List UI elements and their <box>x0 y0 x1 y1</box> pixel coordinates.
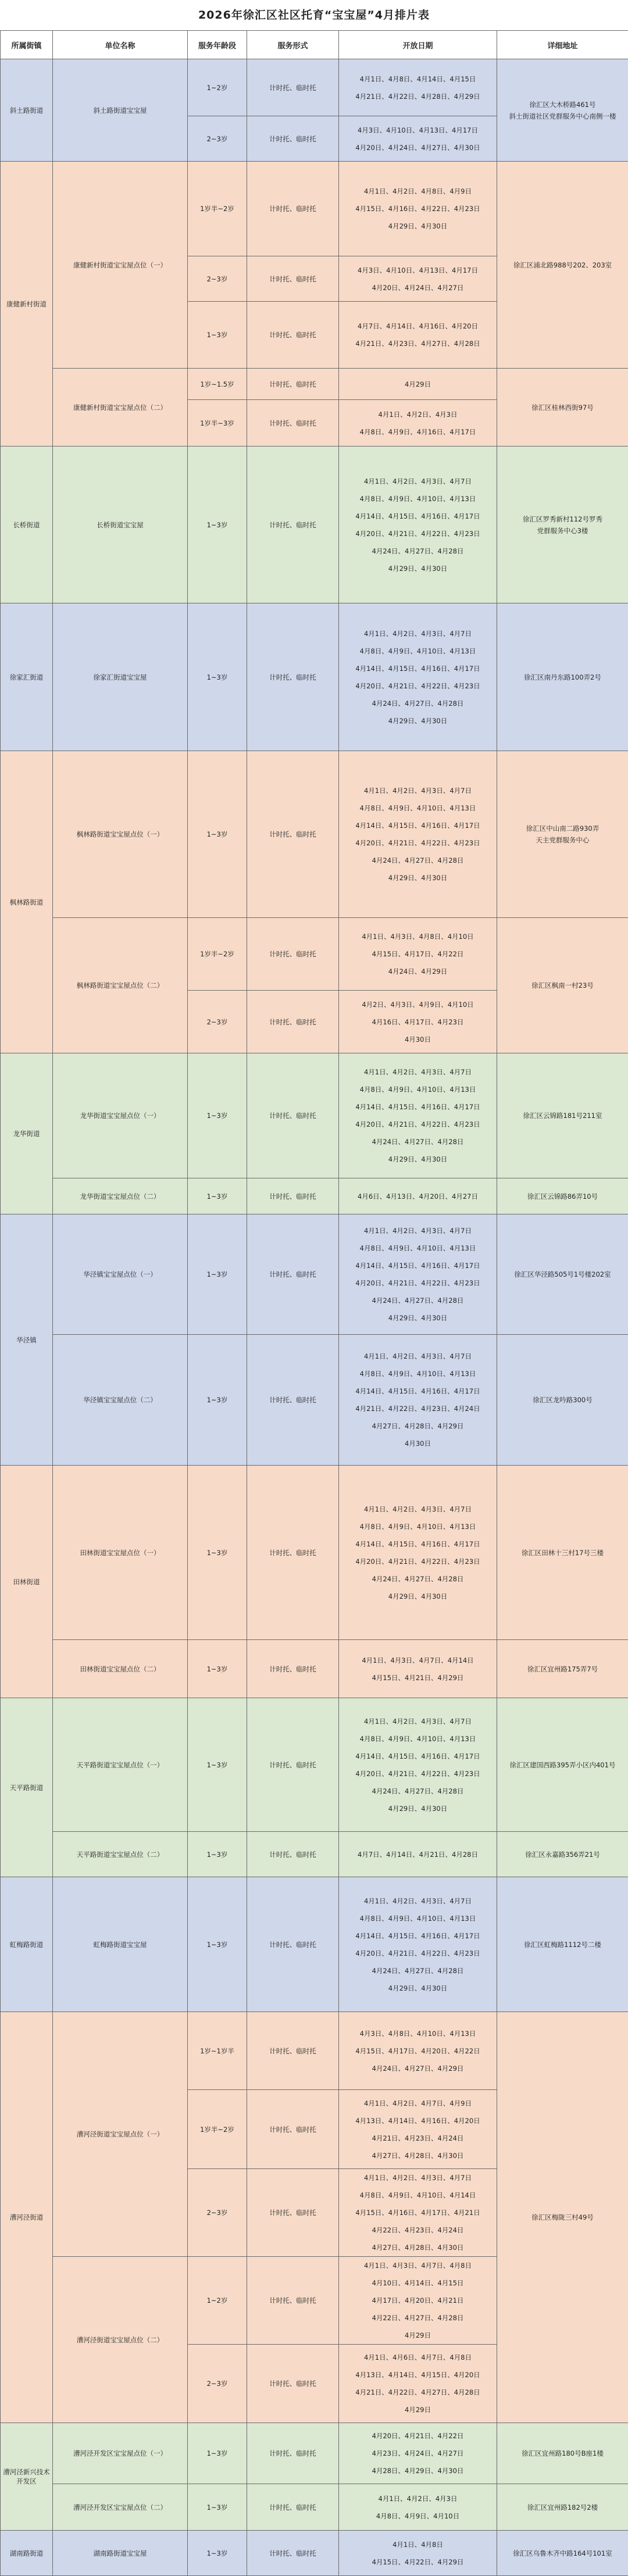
table-row <box>1 1178 628 1214</box>
unit-cell: 漕河泾街道宝宝屋点位（二） <box>53 2257 188 2423</box>
dates-cell: 4月2日、4月3日、4月9日、4月10日 4月16日、4月17日、4月23日 4月30日 <box>339 991 497 1053</box>
unit-cell: 龙华街道宝宝屋点位（二） <box>53 1178 188 1214</box>
header-dates: 开放日期 <box>339 31 497 59</box>
table-row <box>1 1640 628 1698</box>
dates-cell: 4月1日、4月2日、4月7日、4月9日 4月13日、4月14日、4月16日、4月20日 4月21日、4月23日、4月24日 4月27日、4月28日、4月30日 <box>339 2090 497 2169</box>
street-cell: 枫林路街道 <box>1 751 53 1053</box>
form-cell: 计时托、临时托 <box>247 1877 339 2012</box>
address-cell: 徐汇区虹梅路1112号二楼 <box>497 1877 628 2012</box>
page-title: 2026年徐汇区社区托育“宝宝屋”4月排片表 <box>0 0 628 30</box>
form-cell: 计时托、临时托 <box>247 603 339 751</box>
dates-cell: 4月1日、4月2日、4月3日、4月7日 4月8日、4月9日、4月10日、4月13日 4月14日、4月15日、4月16日、4月17日 4月20日、4月21日、4月22日、4月23日 4月24日、4月27日、4月28日 4月29日、4月30日 <box>339 603 497 751</box>
dates-cell: 4月1日、4月2日、4月3日、4月7日 4月8日、4月9日、4月10日、4月14日 4月15日、4月16日、4月17日、4月21日 4月22日、4月23日、4月24日 4月27日、4月28日、4月30日 <box>339 2169 497 2257</box>
unit-cell: 华泾镇宝宝屋点位（二） <box>53 1335 188 1466</box>
dates-cell: 4月1日、4月3日、4月8日、4月10日 4月15日、4月17日、4月22日 4月24日、4月29日 <box>339 918 497 991</box>
table-row <box>1 2012 628 2090</box>
unit-cell: 康健新村街道宝宝屋点位（二） <box>53 369 188 446</box>
dates-cell: 4月1日、4月2日、4月3日、4月7日 4月8日、4月9日、4月10日、4月13日 4月14日、4月15日、4月16日、4月17日 4月20日、4月21日、4月22日、4月23日 4月24日、4月27日、4月28日 4月29日、4月30日 <box>339 1466 497 1640</box>
form-cell: 计时托、临时托 <box>247 1698 339 1832</box>
dates-cell: 4月1日、4月8日 4月15日、4月22日、4月29日 <box>339 2531 497 2576</box>
age-cell: 1~3岁 <box>188 1466 247 1640</box>
form-cell: 计时托、临时托 <box>247 2484 339 2531</box>
form-cell: 计时托、临时托 <box>247 400 339 446</box>
unit-cell: 湖南路街道宝宝屋 <box>53 2531 188 2576</box>
street-cell: 长桥街道 <box>1 446 53 603</box>
address-cell: 徐汇区浦北路988号202、203室 <box>497 162 628 369</box>
form-cell: 计时托、临时托 <box>247 446 339 603</box>
address-cell: 徐汇区宜州路182号2楼 <box>497 2484 628 2531</box>
dates-cell: 4月1日、4月6日、4月7日、4月8日 4月13日、4月14日、4月15日、4月20日 4月21日、4月22日、4月27日、4月28日 4月29日 <box>339 2345 497 2423</box>
table-row <box>1 1466 628 1640</box>
unit-cell: 漕河泾街道宝宝屋点位（一） <box>53 2012 188 2257</box>
form-cell: 计时托、临时托 <box>247 256 339 302</box>
unit-cell: 龙华街道宝宝屋点位（一） <box>53 1053 188 1178</box>
street-cell: 天平路街道 <box>1 1698 53 1877</box>
table-row <box>1 162 628 256</box>
form-cell: 计时托、临时托 <box>247 991 339 1053</box>
unit-cell: 漕河泾开发区宝宝屋点位（二） <box>53 2484 188 2531</box>
age-cell: 1~2岁 <box>188 2257 247 2345</box>
address-cell: 徐汇区罗秀新村112号罗秀 党群服务中心3楼 <box>497 446 628 603</box>
street-cell: 康健新村街道 <box>1 162 53 446</box>
age-cell: 1~3岁 <box>188 2423 247 2484</box>
address-cell: 徐汇区中山南二路930弄 天主党群服务中心 <box>497 751 628 918</box>
unit-cell: 斜土路街道宝宝屋 <box>53 59 188 162</box>
age-cell: 1~3岁 <box>188 1698 247 1832</box>
address-cell: 徐汇区大木桥路461号 斜土街道社区党群服务中心南侧一楼 <box>497 59 628 162</box>
form-cell: 计时托、临时托 <box>247 1466 339 1640</box>
table-row <box>1 1053 628 1178</box>
dates-cell: 4月1日、4月2日、4月3日 4月8日、4月9日、4月16日、4月17日 <box>339 400 497 446</box>
age-cell: 1~3岁 <box>188 302 247 369</box>
age-cell: 1~3岁 <box>188 446 247 603</box>
age-cell: 1~3岁 <box>188 603 247 751</box>
dates-cell: 4月29日 <box>339 369 497 400</box>
street-cell: 田林街道 <box>1 1466 53 1698</box>
age-cell: 1~3岁 <box>188 2484 247 2531</box>
address-cell: 徐汇区建国西路395弄小区内401号 <box>497 1698 628 1832</box>
dates-cell: 4月1日、4月2日、4月8日、4月9日 4月15日、4月16日、4月22日、4月23日 4月29日、4月30日 <box>339 162 497 256</box>
form-cell: 计时托、临时托 <box>247 2169 339 2257</box>
age-cell: 1~3岁 <box>188 751 247 918</box>
unit-cell: 枫林路街道宝宝屋点位（二） <box>53 918 188 1053</box>
age-cell: 2~3岁 <box>188 256 247 302</box>
form-cell: 计时托、临时托 <box>247 918 339 991</box>
address-cell: 徐汇区梅陇三村49号 <box>497 2012 628 2423</box>
table-row <box>1 1877 628 2012</box>
dates-cell: 4月20日、4月21日、4月22日 4月23日、4月24日、4月27日 4月28日、4月29日、4月30日 <box>339 2423 497 2484</box>
form-cell: 计时托、临时托 <box>247 751 339 918</box>
form-cell: 计时托、临时托 <box>247 302 339 369</box>
table-row <box>1 2484 628 2531</box>
dates-cell: 4月1日、4月3日、4月7日、4月8日 4月10日、4月14日、4月15日 4月17日、4月20日、4月21日 4月22日、4月27日、4月28日 4月29日 <box>339 2257 497 2345</box>
address-cell: 徐汇区宜州路175弄7号 <box>497 1640 628 1698</box>
dates-cell: 4月7日、4月14日、4月21日、4月28日 <box>339 1832 497 1877</box>
schedule-table <box>0 30 628 2576</box>
unit-cell: 天平路街道宝宝屋点位（一） <box>53 1698 188 1832</box>
age-cell: 1岁~1岁半 <box>188 2012 247 2090</box>
street-cell: 斜土路街道 <box>1 59 53 162</box>
street-cell: 虹梅路街道 <box>1 1877 53 2012</box>
address-cell: 徐汇区永嘉路356弄21号 <box>497 1832 628 1877</box>
dates-cell: 4月1日、4月2日、4月3日、4月7日 4月8日、4月9日、4月10日、4月13日 4月14日、4月15日、4月16日、4月17日 4月20日、4月21日、4月22日、4月23日 4月24日、4月27日、4月28日 4月29日、4月30日 <box>339 1053 497 1178</box>
table-row <box>1 751 628 918</box>
age-cell: 1~3岁 <box>188 2531 247 2576</box>
table-row <box>1 1214 628 1335</box>
unit-cell: 徐家汇街道宝宝屋 <box>53 603 188 751</box>
form-cell: 计时托、临时托 <box>247 162 339 256</box>
form-cell: 计时托、临时托 <box>247 1335 339 1466</box>
form-cell: 计时托、临时托 <box>247 1640 339 1698</box>
street-cell: 漕河泾新兴技术开发区 <box>1 2423 53 2531</box>
age-cell: 1~3岁 <box>188 1335 247 1466</box>
age-cell: 1~3岁 <box>188 1640 247 1698</box>
address-cell: 徐汇区云锦路181号211室 <box>497 1053 628 1178</box>
dates-cell: 4月6日、4月13日、4月20日、4月27日 <box>339 1178 497 1214</box>
form-cell: 计时托、临时托 <box>247 1832 339 1877</box>
table-row <box>1 2423 628 2484</box>
age-cell: 1岁半~3岁 <box>188 400 247 446</box>
street-cell: 湖南路街道 <box>1 2531 53 2576</box>
dates-cell: 4月1日、4月2日、4月3日、4月7日 4月8日、4月9日、4月10日、4月13日 4月14日、4月15日、4月16日、4月17日 4月21日、4月22日、4月23日、4月24日 4月27日、4月28日、4月29日 4月30日 <box>339 1335 497 1466</box>
age-cell: 1~3岁 <box>188 1053 247 1178</box>
age-cell: 1岁半~2岁 <box>188 918 247 991</box>
street-cell: 华泾镇 <box>1 1214 53 1466</box>
age-cell: 2~3岁 <box>188 2169 247 2257</box>
dates-cell: 4月7日、4月14日、4月16日、4月20日 4月21日、4月23日、4月27日、4月28日 <box>339 302 497 369</box>
form-cell: 计时托、临时托 <box>247 2012 339 2090</box>
age-cell: 1~3岁 <box>188 1877 247 2012</box>
table-row <box>1 1832 628 1877</box>
form-cell: 计时托、临时托 <box>247 1053 339 1178</box>
age-cell: 2~3岁 <box>188 991 247 1053</box>
header-age: 服务年龄段 <box>188 31 247 59</box>
street-cell: 徐家汇街道 <box>1 603 53 751</box>
form-cell: 计时托、临时托 <box>247 369 339 400</box>
table-row <box>1 369 628 400</box>
table-row <box>1 603 628 751</box>
age-cell: 1岁半~2岁 <box>188 162 247 256</box>
table-header-row <box>1 31 628 59</box>
dates-cell: 4月1日、4月2日、4月3日、4月7日 4月8日、4月9日、4月10日、4月13日 4月14日、4月15日、4月16日、4月17日 4月20日、4月21日、4月22日、4月23日 4月24日、4月27日、4月28日 4月29日、4月30日 <box>339 751 497 918</box>
dates-cell: 4月1日、4月2日、4月3日 4月8日、4月9日、4月10日 <box>339 2484 497 2531</box>
table-row <box>1 2531 628 2576</box>
form-cell: 计时托、临时托 <box>247 1178 339 1214</box>
street-cell: 漕河泾街道 <box>1 2012 53 2423</box>
header-address: 详细地址 <box>497 31 628 59</box>
age-cell: 1~3岁 <box>188 1214 247 1335</box>
street-cell: 龙华街道 <box>1 1053 53 1214</box>
form-cell: 计时托、临时托 <box>247 2345 339 2423</box>
dates-cell: 4月1日、4月2日、4月3日、4月7日 4月8日、4月9日、4月10日、4月13日 4月14日、4月15日、4月16日、4月17日 4月20日、4月21日、4月22日、4月23日 4月24日、4月27日、4月28日 4月29日、4月30日 <box>339 1698 497 1832</box>
form-cell: 计时托、临时托 <box>247 116 339 162</box>
dates-cell: 4月1日、4月2日、4月3日、4月7日 4月8日、4月9日、4月10日、4月13日 4月14日、4月15日、4月16日、4月17日 4月20日、4月21日、4月22日、4月23日 4月24日、4月27日、4月28日 4月29日、4月30日 <box>339 1214 497 1335</box>
form-cell: 计时托、临时托 <box>247 2090 339 2169</box>
address-cell: 徐汇区乌鲁木齐中路164号101室 <box>497 2531 628 2576</box>
unit-cell: 田林街道宝宝屋点位（二） <box>53 1640 188 1698</box>
address-cell: 徐汇区南丹东路100弄2号 <box>497 603 628 751</box>
age-cell: 1岁~1.5岁 <box>188 369 247 400</box>
dates-cell: 4月1日、4月3日、4月7日、4月14日 4月15日、4月21日、4月29日 <box>339 1640 497 1698</box>
table-row <box>1 59 628 116</box>
dates-cell: 4月3日、4月8日、4月10日、4月13日 4月15日、4月17日、4月20日、4月22日 4月24日、4月27日、4月29日 <box>339 2012 497 2090</box>
header-street: 所属街镇 <box>1 31 53 59</box>
address-cell: 徐汇区田林十三村17号三楼 <box>497 1466 628 1640</box>
table-row <box>1 918 628 991</box>
address-cell: 徐汇区龙吟路300号 <box>497 1335 628 1466</box>
age-cell: 1岁半~2岁 <box>188 2090 247 2169</box>
unit-cell: 枫林路街道宝宝屋点位（一） <box>53 751 188 918</box>
unit-cell: 华泾镇宝宝屋点位（一） <box>53 1214 188 1335</box>
unit-cell: 天平路街道宝宝屋点位（二） <box>53 1832 188 1877</box>
unit-cell: 田林街道宝宝屋点位（一） <box>53 1466 188 1640</box>
form-cell: 计时托、临时托 <box>247 59 339 116</box>
dates-cell: 4月1日、4月8日、4月14日、4月15日 4月21日、4月22日、4月28日、4月29日 <box>339 59 497 116</box>
table-row <box>1 1698 628 1832</box>
address-cell: 徐汇区华泾路505号1号楼202室 <box>497 1214 628 1335</box>
address-cell: 徐汇区桂林西街97号 <box>497 369 628 446</box>
dates-cell: 4月1日、4月2日、4月3日、4月7日 4月8日、4月9日、4月10日、4月13日 4月14日、4月15日、4月16日、4月17日 4月20日、4月21日、4月22日、4月23日 4月24日、4月27日、4月28日 4月29日、4月30日 <box>339 1877 497 2012</box>
header-form: 服务形式 <box>247 31 339 59</box>
table-row <box>1 446 628 603</box>
table-row <box>1 1335 628 1466</box>
age-cell: 2~3岁 <box>188 2345 247 2423</box>
age-cell: 1~3岁 <box>188 1178 247 1214</box>
unit-cell: 虹梅路街道宝宝屋 <box>53 1877 188 2012</box>
form-cell: 计时托、临时托 <box>247 1214 339 1335</box>
dates-cell: 4月3日、4月10日、4月13日、4月17日 4月20日、4月24日、4月27日 <box>339 256 497 302</box>
address-cell: 徐汇区枫南一村23号 <box>497 918 628 1053</box>
age-cell: 2~3岁 <box>188 116 247 162</box>
address-cell: 徐汇区云锦路86弄10号 <box>497 1178 628 1214</box>
unit-cell: 康健新村街道宝宝屋点位（一） <box>53 162 188 369</box>
unit-cell: 漕河泾开发区宝宝屋点位（一） <box>53 2423 188 2484</box>
form-cell: 计时托、临时托 <box>247 2531 339 2576</box>
form-cell: 计时托、临时托 <box>247 2423 339 2484</box>
form-cell: 计时托、临时托 <box>247 2257 339 2345</box>
dates-cell: 4月1日、4月2日、4月3日、4月7日 4月8日、4月9日、4月10日、4月13日 4月14日、4月15日、4月16日、4月17日 4月20日、4月21日、4月22日、4月23日 4月24日、4月27日、4月28日 4月29日、4月30日 <box>339 446 497 603</box>
unit-cell: 长桥街道宝宝屋 <box>53 446 188 603</box>
address-cell: 徐汇区宜州路180号B座1楼 <box>497 2423 628 2484</box>
header-unit: 单位名称 <box>53 31 188 59</box>
age-cell: 1~3岁 <box>188 1832 247 1877</box>
age-cell: 1~2岁 <box>188 59 247 116</box>
dates-cell: 4月3日、4月10日、4月13日、4月17日 4月20日、4月24日、4月27日、4月30日 <box>339 116 497 162</box>
